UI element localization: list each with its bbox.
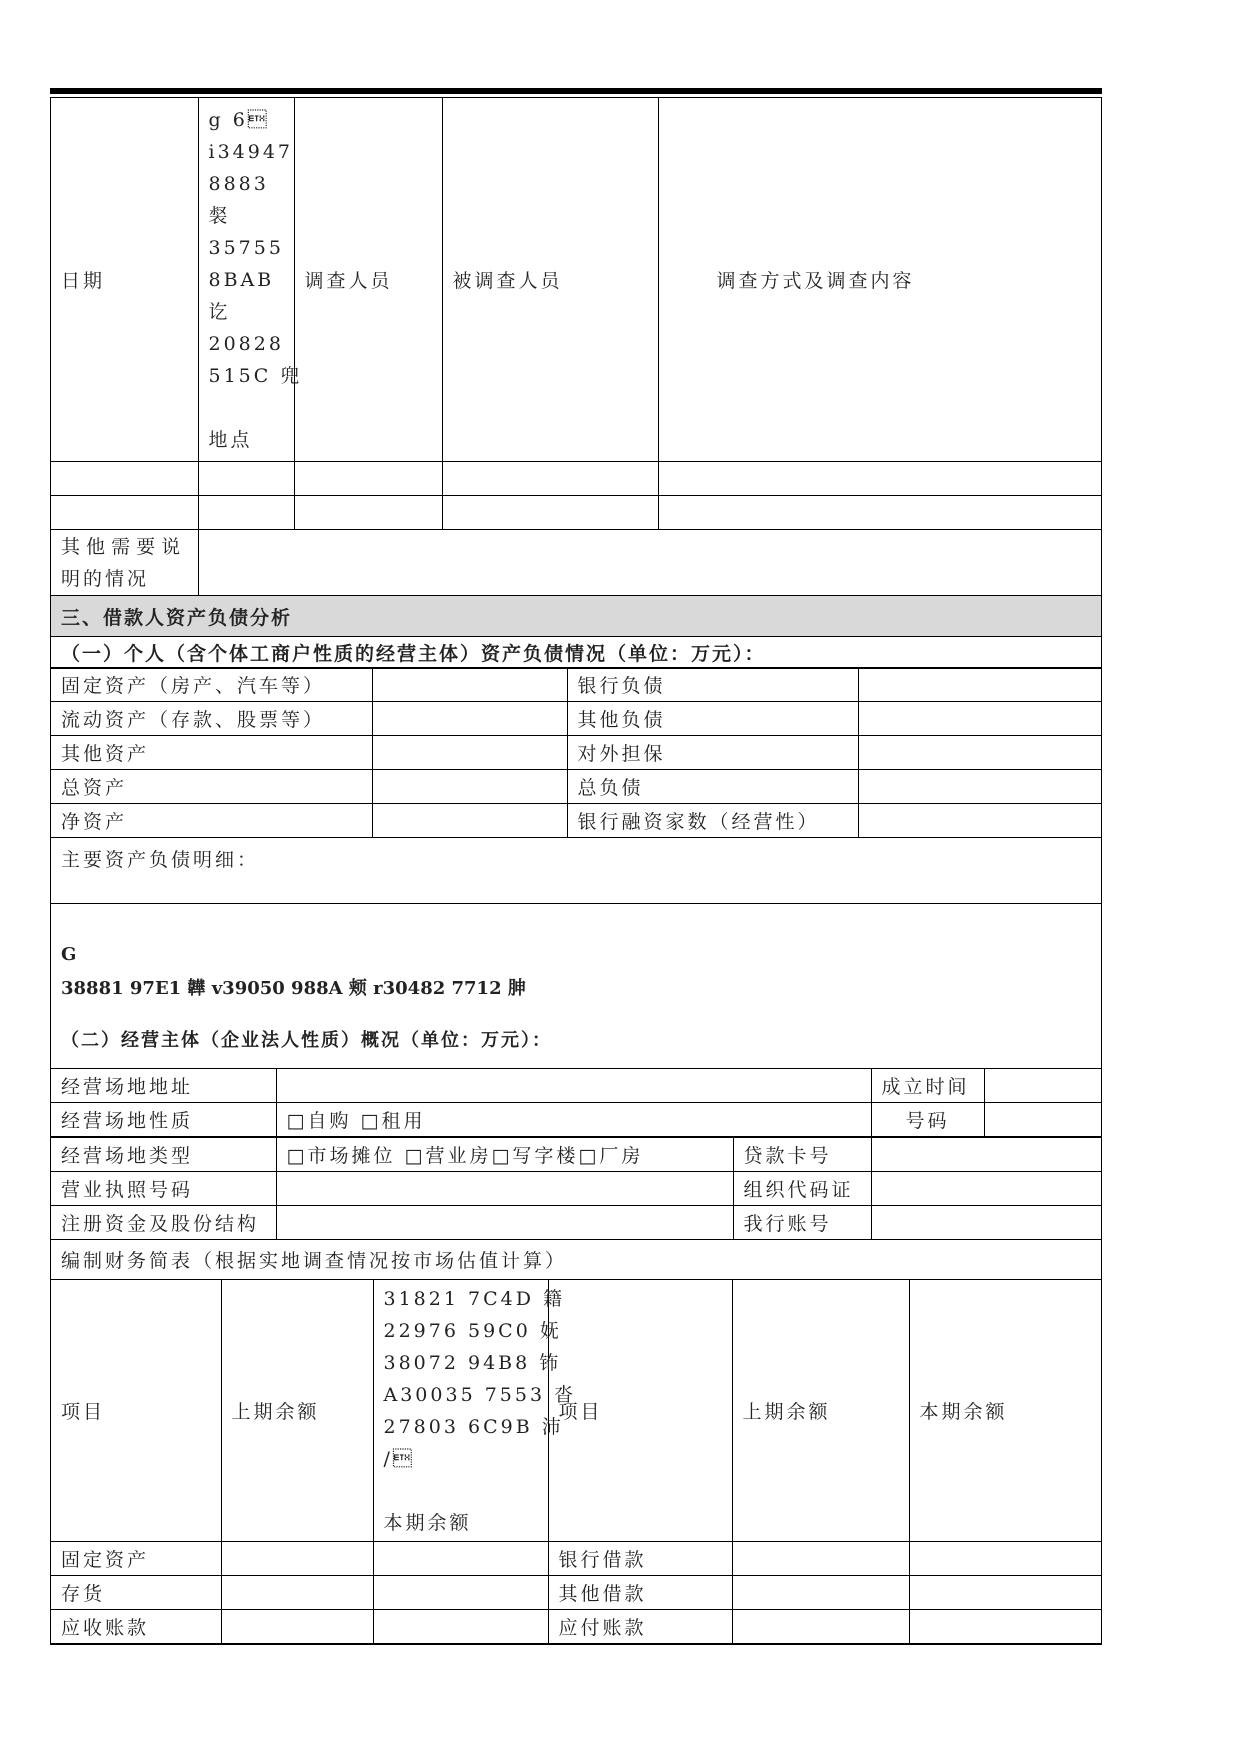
garbled-line-2: 38881 97E1 韡 v39050 988A 颊 r30482 7712 胂 xyxy=(61,978,526,999)
financial-row xyxy=(51,1610,1101,1644)
liability-label: 对外担保 xyxy=(567,736,858,770)
asset-value[interactable] xyxy=(372,736,567,770)
number-label: 号码 xyxy=(871,1103,984,1137)
other-notes-label-line: 明的情况 xyxy=(61,567,150,590)
cell[interactable] xyxy=(909,1576,1101,1610)
asset-value[interactable] xyxy=(372,770,567,804)
cell[interactable] xyxy=(909,1610,1101,1644)
cell[interactable] xyxy=(51,496,198,530)
other-notes-label-line: 其 他 需 要 说 xyxy=(61,535,181,558)
col2-line xyxy=(209,392,284,424)
individual-title: （一）个人（含个体工商户性质的经营主体）资产负债情况（单位：万元）： xyxy=(51,637,1101,669)
enterprise-info-table xyxy=(50,1068,1102,1280)
cell[interactable] xyxy=(294,462,442,496)
account-value[interactable] xyxy=(871,1206,1101,1240)
liability-value[interactable] xyxy=(858,702,1101,736)
current-balance-header xyxy=(373,1280,577,1542)
cell[interactable] xyxy=(909,1542,1101,1576)
col2-line: 8BAB xyxy=(208,268,275,291)
col2-line: 裻 xyxy=(208,204,231,227)
col2-line: 8883 xyxy=(208,172,269,195)
liability-label: 银行负债 xyxy=(567,668,858,702)
founded-label: 成立时间 xyxy=(871,1069,984,1103)
liability-item: 其他借款 xyxy=(548,1576,732,1610)
header-line: 38072 94B8 钸 xyxy=(383,1351,562,1374)
other-notes-label xyxy=(51,530,198,596)
liability-value[interactable] xyxy=(858,770,1101,804)
col2-line: 515C 兜 xyxy=(208,364,303,387)
asset-label: 固定资产（房产、汽车等） xyxy=(51,668,372,702)
org-code-label: 组织代码证 xyxy=(733,1172,871,1206)
cell[interactable] xyxy=(373,1542,548,1576)
enterprise-row xyxy=(51,1103,1101,1137)
asset-item: 固定资产 xyxy=(51,1542,221,1576)
enterprise-row xyxy=(51,1069,1101,1103)
date-header: 日期 xyxy=(51,98,198,462)
cell[interactable] xyxy=(442,462,658,496)
section3-title: 三、借款人资产负债分析 xyxy=(51,596,1101,637)
header-line: 31821 7C4D 籍 xyxy=(383,1287,565,1310)
balance-row xyxy=(51,702,1101,736)
liability-value[interactable] xyxy=(858,804,1101,838)
individual-balance-table xyxy=(50,667,1102,838)
cell[interactable] xyxy=(442,496,658,530)
balance-row xyxy=(51,668,1101,702)
header-line: A30035 7553 沓 xyxy=(383,1383,577,1406)
top-rule xyxy=(50,88,1102,94)
cell[interactable] xyxy=(658,462,1101,496)
prev-balance-header: 上期余额 xyxy=(221,1280,373,1542)
cell[interactable] xyxy=(373,1610,548,1644)
liability-item: 应付账款 xyxy=(548,1610,732,1644)
asset-value[interactable] xyxy=(372,702,567,736)
address-label: 经营场地地址 xyxy=(51,1069,276,1103)
individual-title-row xyxy=(51,637,1101,669)
cell[interactable] xyxy=(732,1610,909,1644)
liability-item: 银行借款 xyxy=(548,1542,732,1576)
details-block xyxy=(50,837,1102,1068)
capital-value[interactable] xyxy=(276,1206,733,1240)
financial-row xyxy=(51,1542,1101,1576)
cell[interactable] xyxy=(198,496,294,530)
loan-card-label: 贷款卡号 xyxy=(733,1138,871,1172)
cell[interactable] xyxy=(658,496,1101,530)
enterprise-row xyxy=(51,1172,1101,1206)
asset-item: 应收账款 xyxy=(51,1610,221,1644)
header-line: 本期余额 xyxy=(383,1511,472,1534)
prev-balance2-header: 上期余额 xyxy=(732,1280,909,1542)
col2-line: 20828 xyxy=(208,332,284,355)
investigator-header: 调查人员 xyxy=(294,98,442,462)
location-header xyxy=(198,98,303,462)
address-value[interactable] xyxy=(276,1069,871,1103)
col2-line: 讫 xyxy=(208,300,231,323)
org-code-value[interactable] xyxy=(871,1172,1101,1206)
survey-header-row xyxy=(51,98,1101,462)
enterprise-title: （二）经营主体（企业法人性质）概况（单位：万元）： xyxy=(61,1030,552,1051)
investigated-header: 被调查人员 xyxy=(442,98,658,462)
garbled-line-1: G xyxy=(61,944,77,965)
header-line: 22976 59C0 妩 xyxy=(383,1319,562,1342)
col2-line: g 6 xyxy=(208,108,270,131)
asset-label: 流动资产（存款、股票等） xyxy=(51,702,372,736)
enterprise-row xyxy=(51,1206,1101,1240)
section3-title-row xyxy=(51,596,1101,637)
loan-card-value[interactable] xyxy=(871,1138,1101,1172)
liability-value[interactable] xyxy=(858,668,1101,702)
cell[interactable] xyxy=(51,462,198,496)
financial-table xyxy=(50,1279,1102,1645)
liability-label: 银行融资家数（经营性） xyxy=(567,804,858,838)
other-notes-value[interactable] xyxy=(198,530,1101,596)
number-value[interactable] xyxy=(984,1103,1101,1137)
nature-options[interactable]: □自购 □租用 xyxy=(276,1103,871,1137)
col2-line: 35755 xyxy=(208,236,284,259)
balance-row xyxy=(51,736,1101,770)
cell[interactable] xyxy=(221,1576,373,1610)
cell[interactable] xyxy=(373,1576,548,1610)
current-balance2-header: 本期余额 xyxy=(909,1280,1101,1542)
asset-label: 净资产 xyxy=(51,804,372,838)
financial-title: 编制财务简表（根据实地调查情况按市场估值计算） xyxy=(51,1240,1101,1280)
type-label: 经营场地类型 xyxy=(51,1138,276,1172)
liability-label: 其他负债 xyxy=(567,702,858,736)
cell[interactable] xyxy=(198,462,294,496)
cell[interactable] xyxy=(732,1542,909,1576)
survey-row xyxy=(51,496,1101,530)
cell[interactable] xyxy=(732,1576,909,1610)
col2-line: 地点 xyxy=(208,428,253,451)
asset-label: 其他资产 xyxy=(51,736,372,770)
financial-header-row xyxy=(51,1280,1101,1542)
header-line xyxy=(384,1475,538,1507)
financial-title-row xyxy=(51,1240,1101,1280)
license-label: 营业执照号码 xyxy=(51,1172,276,1206)
cell[interactable] xyxy=(221,1542,373,1576)
other-notes-row xyxy=(51,530,1101,596)
cell[interactable] xyxy=(221,1610,373,1644)
financial-row xyxy=(51,1576,1101,1610)
nature-label: 经营场地性质 xyxy=(51,1103,276,1137)
survey-row xyxy=(51,462,1101,496)
founded-value[interactable] xyxy=(984,1069,1101,1103)
enterprise-row xyxy=(51,1138,1101,1172)
item2-header: 项目 xyxy=(548,1280,732,1542)
detail-label: 主要资产负债明细： xyxy=(51,837,1101,904)
license-value[interactable] xyxy=(276,1172,733,1206)
cell[interactable] xyxy=(294,496,442,530)
account-label: 我行账号 xyxy=(733,1206,871,1240)
header-line: / xyxy=(383,1447,415,1470)
type-options[interactable]: □市场摊位 □营业房□写字楼□厂房 xyxy=(276,1138,733,1172)
balance-row xyxy=(51,770,1101,804)
item-header: 项目 xyxy=(51,1280,221,1542)
balance-row xyxy=(51,804,1101,838)
asset-label: 总资产 xyxy=(51,770,372,804)
asset-value[interactable] xyxy=(372,668,567,702)
col2-line: i34947 xyxy=(208,140,294,163)
asset-value[interactable] xyxy=(372,804,567,838)
liability-label: 总负债 xyxy=(567,770,858,804)
liability-value[interactable] xyxy=(858,736,1101,770)
asset-item: 存货 xyxy=(51,1576,221,1610)
header-line: 27803 6C9B 沛 xyxy=(383,1415,564,1438)
capital-label: 注册资金及股份结构 xyxy=(51,1206,276,1240)
survey-table xyxy=(50,97,1102,669)
content-header: 调查方式及调查内容 xyxy=(658,98,1101,462)
